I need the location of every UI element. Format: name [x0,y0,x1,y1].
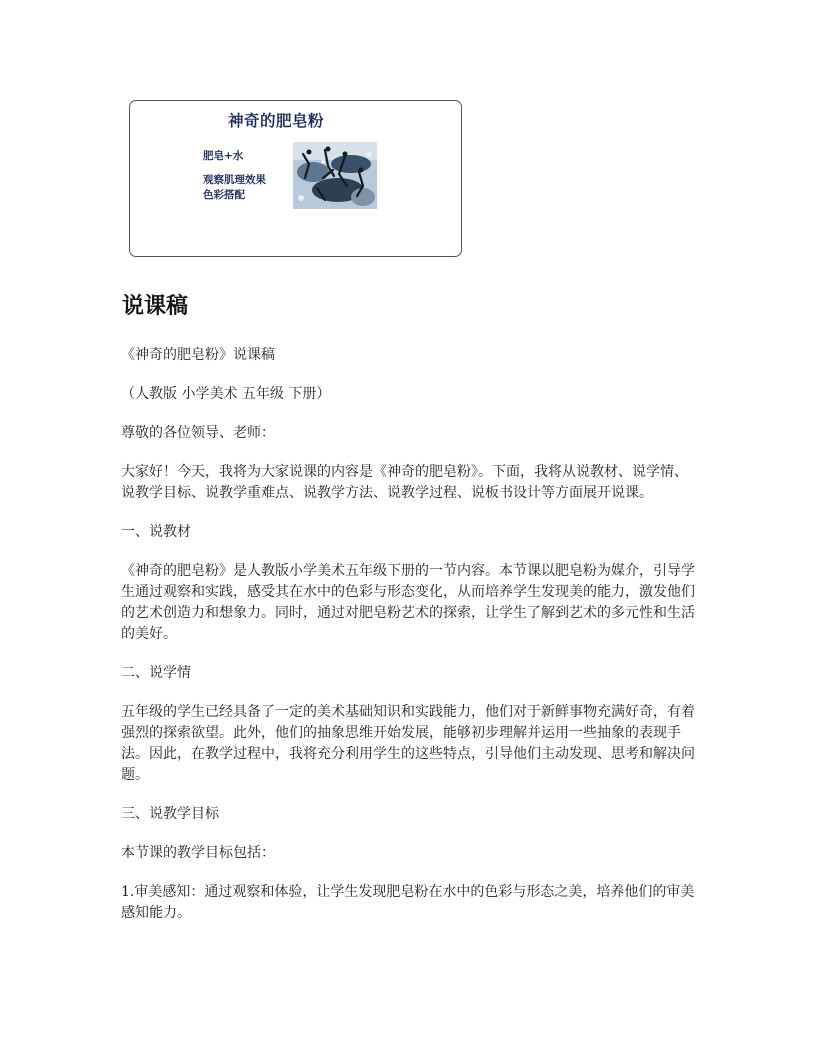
slide-note-2: 观察肌理效果 [203,174,266,186]
greeting: 尊敬的各位领导、老师： [121,425,275,441]
section-heading-students: 二、说学情 [121,665,191,681]
textbook-paragraph: 《神奇的肥皂粉》是人教版小学美术五年级下册的一节内容。本节课以肥皂粉为媒介，引导学生通过观察和实践，感受其在水中的色彩与形态变化，从而培养学生发现美的能力，激发他们的艺术创造力和想象力。同时，通过对肥皂粉艺术的探索，让学生了解到艺术的多元性和生活的美好。 [121,563,695,642]
doc-title: 《神奇的肥皂粉》说课稿 [121,347,275,363]
edition-note: （人教版 小学美术 五年级 下册） [121,386,331,402]
goals-intro: 本节课的教学目标包括： [121,845,275,861]
document-body [121,345,701,942]
soap-art-image [293,142,377,209]
students-paragraph: 五年级的学生已经具备了一定的美术基础知识和实践能力，他们对于新鲜事物充满好奇，有着强烈的探索欲望。此外，他们的抽象思维开始发展，能够初步理解并运用一些抽象的表现手法。因此，在教学过程中，我将充分利用学生的这些特点，引导他们主动发现、思考和解决问题。 [121,704,695,783]
section-heading-textbook: 一、说教材 [121,524,191,540]
page-heading: 说课稿 [122,294,189,319]
intro-paragraph: 大家好！今天，我将为大家说课的内容是《神奇的肥皂粉》。下面，我将从说教材、说学情、说教学目标、说教学重难点、说教学方法、说教学过程、说板书设计等方面展开说课。 [121,464,688,501]
slide-note-1: 肥皂+水 [203,150,244,162]
slide-note-3: 色彩搭配 [203,189,245,201]
goal-item-1: 1.审美感知：通过观察和体验，让学生发现肥皂粉在水中的色彩与形态之美，培养他们的审美感知能力。 [121,884,695,921]
section-heading-goals: 三、说教学目标 [121,806,219,822]
slide-title: 神奇的肥皂粉 [228,112,325,130]
slide-thumbnail [129,100,462,257]
slide-notes [203,149,266,203]
